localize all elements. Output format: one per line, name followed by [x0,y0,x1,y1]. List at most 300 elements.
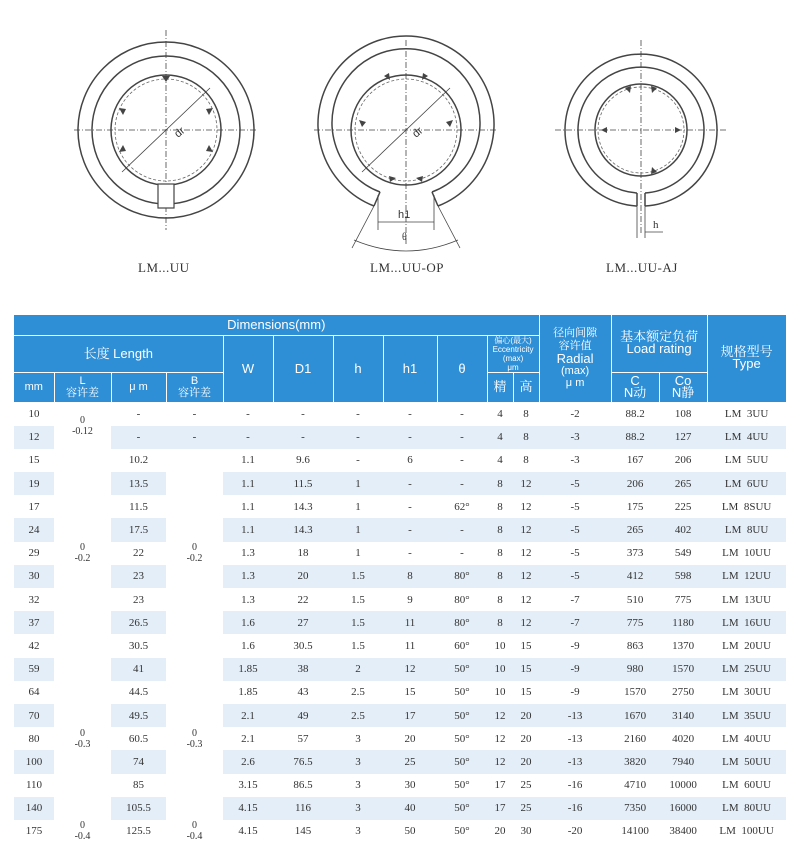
cell-b: 49.5 [111,704,166,727]
cell-d1: 20 [273,565,333,588]
cell-l-tolerance [54,658,111,820]
cell-c0-static: 127 [659,426,707,449]
cell-dr: 140 [14,797,54,820]
cell-type: LM 8SUU [721,500,772,513]
header-precise: 精 [487,372,513,402]
cell-radial: -9 [570,686,580,699]
cell-d1: 18 [297,547,309,560]
cell-radial: -3 [570,454,580,467]
header-d1: D1 [273,335,333,402]
cell-b: 17.5 [111,518,166,541]
cell-b-tolerance: - [192,408,197,421]
cell-b: 44.5 [128,686,149,699]
cell-ecc-high: 8 [523,454,529,467]
cell-h: 1.5 [333,565,383,588]
cell-c-dynamic: 175 [626,500,644,513]
header-h: h [333,335,383,402]
cell-w: 1.6 [223,611,273,634]
cell-w: - [223,426,273,449]
cell-ecc-high: 20 [520,732,532,745]
cell-h1: 30 [404,779,416,792]
cell-c0-static: 108 [674,408,692,421]
cell-theta: - [437,472,487,495]
cell-h1: 8 [383,565,437,588]
cell-radial: -16 [567,779,583,792]
cell-radial: -13 [539,704,611,727]
cell-w: 1.6 [241,639,255,652]
cell-c0-static: 549 [674,547,692,560]
cell-ecc-high: 12 [513,565,539,588]
cell-h1: - [383,472,437,495]
cell-w: 1.3 [241,593,255,606]
cell-l-tolerance [54,449,111,658]
cell-theta: - [460,547,464,560]
table-row [14,727,786,750]
cell-d1: 9.6 [296,454,310,467]
cell-radial: -2 [570,408,580,421]
cell-d1: 145 [294,825,312,838]
cell-radial: -5 [570,547,580,560]
cell-theta: 50° [437,750,487,773]
cell-d1: 22 [297,593,309,606]
table-row [14,750,786,773]
cell-d1: - [301,408,305,421]
cell-c0-static: 38400 [669,825,697,838]
cell-ecc-high: 8 [523,408,529,421]
cell-radial: -7 [570,593,580,606]
cell-ecc-precise: 12 [487,750,513,773]
cell-h1: - [408,408,412,421]
cell-type: LM 3UU [724,408,769,421]
header-h1: h1 [383,335,437,402]
table-row [14,426,786,449]
cell-c-dynamic: 3820 [611,750,659,773]
cell-c-dynamic: 265 [611,518,659,541]
cell-dr: 17 [28,500,40,513]
cell-radial: -3 [539,426,611,449]
cell-c-dynamic: 412 [611,565,659,588]
cell-ecc-precise: 8 [487,472,513,495]
header-b-tol: B 容许差 [166,372,223,402]
cell-ecc-high: 20 [513,704,539,727]
cell-type: LM 50UU [707,750,786,773]
cell-h: 1 [355,547,361,560]
cell-b-tolerance [166,820,223,843]
cell-radial: -9 [570,639,580,652]
header-eccentricity: 偏心(最大) Eccentricity (max) μm [487,335,539,372]
cell-d1: 27 [273,611,333,634]
cell-c0-static: 775 [674,593,692,606]
cell-d1: 43 [297,686,309,699]
cell-ecc-high: 30 [520,825,532,838]
cell-dr: 70 [14,704,54,727]
cell-theta: 50° [454,686,470,699]
cell-h1: 6 [407,454,413,467]
diagram-angle-label: θ [402,232,407,243]
cell-ecc-precise: 10 [487,658,513,681]
cell-theta: 50° [454,732,470,745]
cell-dr: 42 [28,639,40,652]
cell-h: 1.5 [333,611,383,634]
cell-dr: 24 [14,518,54,541]
cell-h: 2.5 [351,686,365,699]
table-row [14,634,786,657]
spec-table-body [14,402,786,843]
cell-h: 3 [333,797,383,820]
cell-h1: 25 [383,750,437,773]
cell-w: 1.1 [223,472,273,495]
cell-theta: - [460,408,464,421]
table-row [14,681,786,704]
cell-radial: -13 [567,732,583,745]
cell-c-dynamic: 863 [626,639,644,652]
cell-w: 1.85 [223,658,273,681]
caption-lm-uu-aj: LM...UU-AJ [606,260,678,275]
cell-d1: 11.5 [273,472,333,495]
tolerance-value: 0 -0.2 [74,542,91,565]
cell-b: - [136,408,141,421]
cell-h: 3 [333,750,383,773]
cell-type: LM 35UU [707,704,786,727]
cell-h: - [333,426,383,449]
header-um: μ m [111,372,166,402]
cell-ecc-high: 12 [520,593,532,606]
diagram-dim-label: dr [410,124,426,141]
cell-dr: 15 [28,454,40,467]
cell-theta: 50° [454,779,470,792]
cell-c0-static: 206 [674,454,692,467]
cell-h: 3 [355,732,361,745]
caption-lm-uu-op: LM...UU-OP [370,260,444,275]
header-w: W [223,335,273,402]
cell-h1: - [408,547,412,560]
cell-dr: 29 [28,547,40,560]
cell-ecc-precise: 8 [487,518,513,541]
cell-dr: 100 [14,750,54,773]
cell-c0-static: 7940 [659,750,707,773]
cell-ecc-precise: 8 [487,611,513,634]
cell-b: 11.5 [129,500,148,513]
cell-c-dynamic: 775 [611,611,659,634]
tolerance-value: 0 -0.3 [186,727,203,750]
cell-c-dynamic: 206 [611,472,659,495]
diagram-slit-label: h [653,219,659,231]
cell-dr: 59 [14,658,54,681]
cell-w: 1.1 [223,518,273,541]
tolerance-value: 0 -0.12 [72,414,93,437]
cell-c0-static: 1570 [659,658,707,681]
cell-radial: -9 [539,658,611,681]
cell-type: LM 5UU [724,454,769,467]
cell-ecc-high: 25 [520,779,532,792]
cell-theta: 80° [454,593,470,606]
table-row [14,565,786,588]
header-load-rating: 基本额定负荷 Load rating [611,315,707,372]
table-row [14,402,786,426]
cell-radial: -7 [539,611,611,634]
diagram-lm-uu-op [310,30,510,260]
cell-ecc-high: 15 [513,658,539,681]
table-row [14,774,786,797]
cell-b: 22 [133,547,144,560]
cell-c-dynamic: 1670 [611,704,659,727]
cell-ecc-high: 20 [513,750,539,773]
cell-dr: 30 [14,565,54,588]
cell-ecc-precise: 8 [487,565,513,588]
cell-h1: 17 [383,704,437,727]
cell-theta: 62° [454,500,470,513]
cell-h1: 11 [404,639,416,652]
cell-w: 2.1 [223,704,273,727]
cell-theta: - [437,426,487,449]
cell-h1: - [383,518,437,541]
cell-type: LM 16UU [707,611,786,634]
cell-d1: 14.3 [293,500,313,513]
table-row [14,472,786,495]
cell-dr: 12 [14,426,54,449]
tolerance-value: 0 -0.3 [74,727,91,750]
cell-d1: 76.5 [273,750,333,773]
cell-c0-static: 402 [659,518,707,541]
cell-h: - [356,408,360,421]
cell-theta: 60° [454,639,470,652]
cell-ecc-precise: 4 [497,454,503,467]
cell-c0-static: 16000 [659,797,707,820]
cell-w: 3.15 [238,779,258,792]
cell-c-dynamic: 980 [611,658,659,681]
cell-d1: - [273,426,333,449]
header-dimensions: Dimensions(mm) [14,315,539,335]
cell-type: LM 10UU [722,547,772,560]
cell-radial: -5 [539,518,611,541]
cell-radial: -5 [539,565,611,588]
cell-b: 23 [133,593,144,606]
header-c0-static: Co N静 [659,372,707,402]
cell-type: LM 12UU [707,565,786,588]
cell-c-dynamic: 88.2 [611,426,659,449]
cell-w: 1.3 [241,547,255,560]
cell-h1: 11 [383,611,437,634]
cell-h1: 20 [404,732,416,745]
cell-b: 30.5 [128,639,149,652]
cell-radial: -5 [570,500,580,513]
cell-ecc-high: 12 [513,472,539,495]
cell-h1: - [408,500,412,513]
cell-ecc-precise: 17 [487,797,513,820]
table-row [14,588,786,611]
cell-b-tolerance: - [166,426,223,449]
cell-h: 1 [355,500,361,513]
cell-b: 74 [111,750,166,773]
cell-d1: 116 [273,797,333,820]
cell-ecc-precise: 4 [497,408,503,421]
cell-h: 1 [333,518,383,541]
cell-ecc-high: 12 [513,611,539,634]
cell-w: 4.15 [238,825,258,838]
cell-b: 26.5 [111,611,166,634]
cell-w: - [246,408,250,421]
cell-b: - [111,426,166,449]
cell-type: LM 6UU [707,472,786,495]
cell-theta: 50° [454,825,470,838]
cell-dr: 19 [14,472,54,495]
cell-c-dynamic: 167 [626,454,644,467]
cell-theta: 80° [437,565,487,588]
diagram-gap-label: h1 [398,209,411,221]
cell-ecc-precise: 8 [497,547,503,560]
cell-c0-static: 598 [659,565,707,588]
cell-b: 10.2 [128,454,149,467]
cell-dr: 64 [28,686,40,699]
cell-b-tolerance [166,449,223,658]
cell-b: 125.5 [126,825,151,838]
table-row [14,704,786,727]
table-row [14,658,786,681]
cell-type: LM 25UU [707,658,786,681]
cell-h1: 40 [383,797,437,820]
cell-c-dynamic: 14100 [621,825,649,838]
cell-c0-static: 2750 [672,686,695,699]
cell-ecc-precise: 4 [487,426,513,449]
cell-w: 1.3 [223,565,273,588]
cell-b-tolerance [166,658,223,820]
header-theta: θ [437,335,487,402]
cell-dr: 10 [28,408,40,421]
table-row [14,449,786,472]
cell-h1: 12 [383,658,437,681]
table-row [14,542,786,565]
cell-l-tolerance [54,402,111,449]
cell-ecc-high: 12 [520,547,532,560]
cell-d1: 86.5 [293,779,313,792]
cell-c-dynamic: 7350 [611,797,659,820]
cell-d1: 57 [297,732,309,745]
cell-dr: 37 [14,611,54,634]
tolerance-value: 0 -0.4 [74,820,91,843]
cell-h: - [356,454,360,467]
cell-ecc-precise: 17 [494,779,506,792]
cell-b: 60.5 [128,732,149,745]
cell-b: 105.5 [111,797,166,820]
cell-type: LM 4UU [707,426,786,449]
cell-ecc-high: 25 [513,797,539,820]
cell-theta: 50° [437,658,487,681]
cell-h1: 15 [404,686,416,699]
cell-h: 3 [355,779,361,792]
table-row [14,820,786,843]
cell-ecc-precise: 20 [494,825,506,838]
cell-type: LM 8UU [707,518,786,541]
diagram-lm-uu [70,30,270,240]
cell-w: 2.6 [223,750,273,773]
cell-theta: 80° [437,611,487,634]
cell-ecc-precise: 8 [497,500,503,513]
cell-ecc-precise: 10 [494,639,506,652]
cell-c0-static: 265 [659,472,707,495]
cell-c-dynamic: 2160 [624,732,647,745]
cell-b: 41 [111,658,166,681]
caption-lm-uu: LM...UU [138,260,190,275]
cell-w: 4.15 [223,797,273,820]
diagram-lm-uu-aj [545,30,745,250]
table-row [14,495,786,518]
cell-type: LM 30UU [722,686,772,699]
cell-b: 85 [133,779,144,792]
cell-h: 1.5 [351,593,365,606]
cell-radial: -16 [539,797,611,820]
cell-h1: 9 [407,593,413,606]
header-radial: 径向间隙 容许值 Radial (max) μ m [539,315,611,402]
cell-d1: 49 [273,704,333,727]
header-l-tol: L 容许差 [54,372,111,402]
cell-w: 1.1 [241,454,255,467]
cell-h: 1 [333,472,383,495]
cell-theta: 50° [437,704,487,727]
cell-h: 3 [355,825,361,838]
header-c-dynamic: C N动 [611,372,659,402]
cell-dr: 80 [28,732,40,745]
cell-c-dynamic: 88.2 [625,408,645,421]
cell-h: 2 [333,658,383,681]
cell-h1: 50 [404,825,416,838]
diagram-dim-label: dr [172,124,188,141]
cell-d1: 38 [273,658,333,681]
cell-type: LM 20UU [722,639,772,652]
tolerance-value: 0 -0.4 [186,820,203,843]
cell-dr: 110 [25,779,43,792]
cell-c-dynamic: 1570 [624,686,647,699]
cell-d1: 14.3 [273,518,333,541]
tolerance-value: 0 -0.2 [186,542,203,565]
cell-h1: - [383,426,437,449]
cell-type: LM 40UU [722,732,772,745]
cell-type: LM 80UU [707,797,786,820]
cell-type: LM 60UU [722,779,772,792]
cell-h: 1.5 [351,639,365,652]
cell-c0-static: 225 [674,500,692,513]
cell-b: 23 [111,565,166,588]
cell-ecc-precise: 12 [494,732,506,745]
cell-theta: - [460,454,464,467]
cell-theta: 50° [437,797,487,820]
cell-type: LM 13UU [722,593,772,606]
cell-c-dynamic: 510 [626,593,644,606]
cell-dr: 32 [28,593,40,606]
cell-c0-static: 1370 [672,639,695,652]
table-row [14,611,786,634]
cell-ecc-precise: 8 [497,593,503,606]
cell-c0-static: 1180 [659,611,707,634]
cell-l-tolerance [54,820,111,843]
cell-ecc-high: 15 [520,686,532,699]
cell-ecc-high: 12 [513,518,539,541]
cell-ecc-precise: 10 [494,686,506,699]
header-mm: mm [14,372,54,402]
header-high: 高 [513,372,539,402]
cell-w: 1.1 [241,500,255,513]
cell-w: 1.85 [238,686,258,699]
cell-h: 2.5 [333,704,383,727]
header-type: 规格型号 Type [707,315,786,402]
cell-type: LM 100UU [719,825,774,838]
header-length: 长度 Length [14,335,223,372]
table-row [14,797,786,820]
cell-dr: 175 [25,825,43,838]
table-row [14,518,786,541]
cell-b: 13.5 [111,472,166,495]
cell-c-dynamic: 4710 [624,779,647,792]
cell-c0-static: 10000 [669,779,697,792]
